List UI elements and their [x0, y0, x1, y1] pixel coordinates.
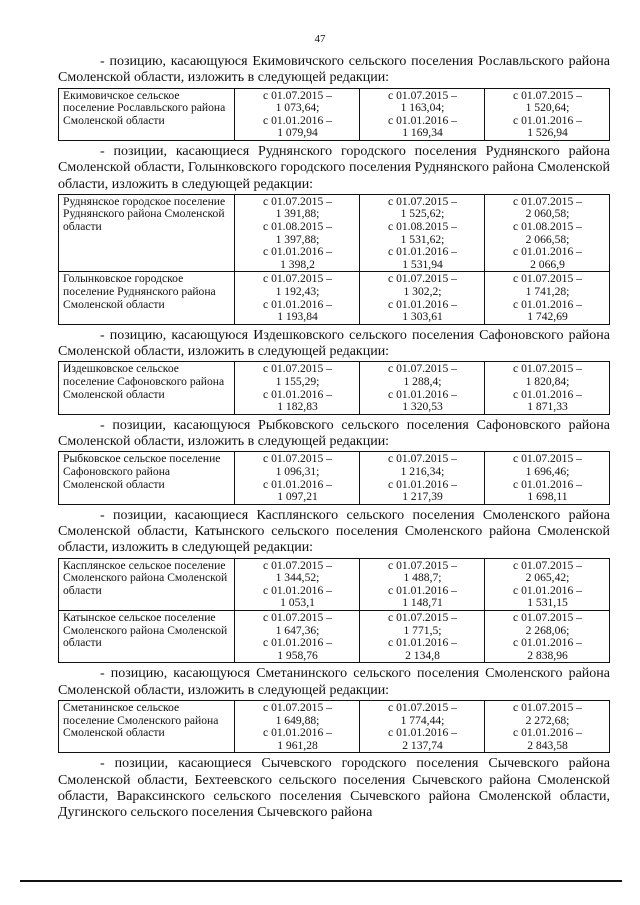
value-cell: с 01.07.2015 – 1 192,43; с 01.01.2016 – 1 193,84 [235, 272, 360, 324]
table-row [59, 272, 610, 324]
value-cell: с 01.07.2015 – 2 268,06; с 01.01.2016 – 2 838,96 [485, 611, 610, 663]
page-number: 47 [314, 33, 326, 45]
table-row [59, 558, 610, 610]
value-cell: с 01.07.2015 – 1 096,31; с 01.01.2016 – 1 097,21 [235, 452, 360, 504]
settlement-name: Рыбковское сельское поселение Сафоновского района Смоленской области [59, 452, 235, 504]
settlement-name: Касплянское сельское поселение Смоленского района Смоленской области [59, 558, 235, 610]
tariff-table [58, 558, 610, 664]
section-intro: - позицию, касающуюся Издешковского сельского поселения Сафоновского района Смоленской области, изложить в следующей редакции: [58, 327, 610, 360]
value-cell: с 01.07.2015 – 1 774,44; с 01.01.2016 – 2 137,74 [360, 700, 485, 752]
value-cell: с 01.07.2015 – 1 344,52; с 01.01.2016 – 1 053,1 [235, 558, 360, 610]
section-intro: - позиции, касающуюся Рыбковского сельского поселения Сафоновского района Смоленской области, изложить в следующей редакции: [58, 417, 610, 450]
value-cell: с 01.07.2015 – 1 216,34; с 01.01.2016 – 1 217,39 [360, 452, 485, 504]
table-row [59, 362, 610, 414]
tariff-table [58, 194, 610, 325]
value-cell: с 01.07.2015 – 1 155,29; с 01.01.2016 – 1 182,83 [235, 362, 360, 414]
value-cell: с 01.07.2015 – 2 060,58; с 01.08.2015 – 2 066,58; с 01.01.2016 – 2 066,9 [485, 194, 610, 272]
value-cell: с 01.07.2015 – 1 525,62; с 01.08.2015 – 1 531,62; с 01.01.2016 – 1 531,94 [360, 194, 485, 272]
section-intro: - позицию, касающуюся Сметанинского сельского поселения Смоленского района Смоленской области, изложить в следующей редакции: [58, 666, 610, 698]
document-body [58, 54, 610, 822]
settlement-name: Руднянское городское поселение Руднянского района Смоленской области [59, 194, 235, 272]
table-row [59, 611, 610, 663]
settlement-name: Сметанинское сельское поселение Смоленского района Смоленской области [59, 700, 235, 752]
value-cell: с 01.07.2015 – 1 771,5; с 01.01.2016 – 2 134,8 [360, 611, 485, 663]
value-cell: с 01.07.2015 – 1 741,28; с 01.01.2016 – 1 742,69 [485, 272, 610, 324]
value-cell: с 01.07.2015 – 1 820,84; с 01.01.2016 – 1 871,33 [485, 362, 610, 414]
section-intro: - позицию, касающуюся Екимовичского сельского поселения Рославльского района Смоленской области, изложить в следующей редакции: [58, 54, 610, 86]
value-cell: с 01.07.2015 – 2 272,68; с 01.01.2016 – 2 843,58 [485, 700, 610, 752]
value-cell: с 01.07.2015 – 1 073,64; с 01.01.2016 – 1 079,94 [235, 88, 360, 140]
settlement-name: Екимовичское сельское поселение Рославльского района Смоленской области [59, 88, 235, 140]
footer-rule [20, 880, 622, 882]
settlement-name: Катынское сельское поселение Смоленского района Смоленской области [59, 611, 235, 663]
table-row [59, 88, 610, 140]
tariff-table [58, 88, 610, 141]
value-cell: с 01.07.2015 – 2 065,42; с 01.01.2016 – 1 531,15 [485, 558, 610, 610]
settlement-name: Издешковское сельское поселение Сафоновского района Смоленской области [59, 362, 235, 414]
value-cell: с 01.07.2015 – 1 488,7; с 01.01.2016 – 1 148,71 [360, 558, 485, 610]
final-paragraph: - позиции, касающиеся Сычевского городского поселения Сычевского района Смоленской области, Бехтеевского сельского поселения Сычевского района Смоленской области, Вараксинского сельского поселения Сычевского района Смоленской области, Дугинского сельского поселения Сычевского района [58, 756, 610, 821]
table-row [59, 194, 610, 272]
value-cell: с 01.07.2015 – 1 696,46; с 01.01.2016 – 1 698,11 [485, 452, 610, 504]
table-row [59, 452, 610, 504]
value-cell: с 01.07.2015 – 1 520,64; с 01.01.2016 – 1 526,94 [485, 88, 610, 140]
section-intro: - позиции, касающиеся Касплянского сельского поселения Смоленского района Смоленской области, Катынского сельского поселения Смоленского района Смоленской области, изложить в следующей редакции: [58, 507, 610, 556]
value-cell: с 01.07.2015 – 1 288,4; с 01.01.2016 – 1 320,53 [360, 362, 485, 414]
value-cell: с 01.07.2015 – 1 649,88; с 01.01.2016 – 1 961,28 [235, 700, 360, 752]
value-cell: с 01.07.2015 – 1 647,36; с 01.01.2016 – 1 958,76 [235, 611, 360, 663]
value-cell: с 01.07.2015 – 1 302,2; с 01.01.2016 – 1 303,61 [360, 272, 485, 324]
section-intro: - позиции, касающиеся Руднянского городского поселения Руднянского района Смоленской области, Голынковского городского поселения Руднянского района Смоленской области, изложить в следующей редакции: [58, 143, 610, 192]
settlement-name: Голынковское городское поселение Руднянского района Смоленской области [59, 272, 235, 324]
value-cell: с 01.07.2015 – 1 391,88; с 01.08.2015 – 1 397,88; с 01.01.2016 – 1 398,2 [235, 194, 360, 272]
table-row [59, 700, 610, 752]
tariff-table [58, 361, 610, 414]
tariff-table [58, 451, 610, 504]
tariff-table [58, 700, 610, 753]
value-cell: с 01.07.2015 – 1 163,04; с 01.01.2016 – 1 169,34 [360, 88, 485, 140]
